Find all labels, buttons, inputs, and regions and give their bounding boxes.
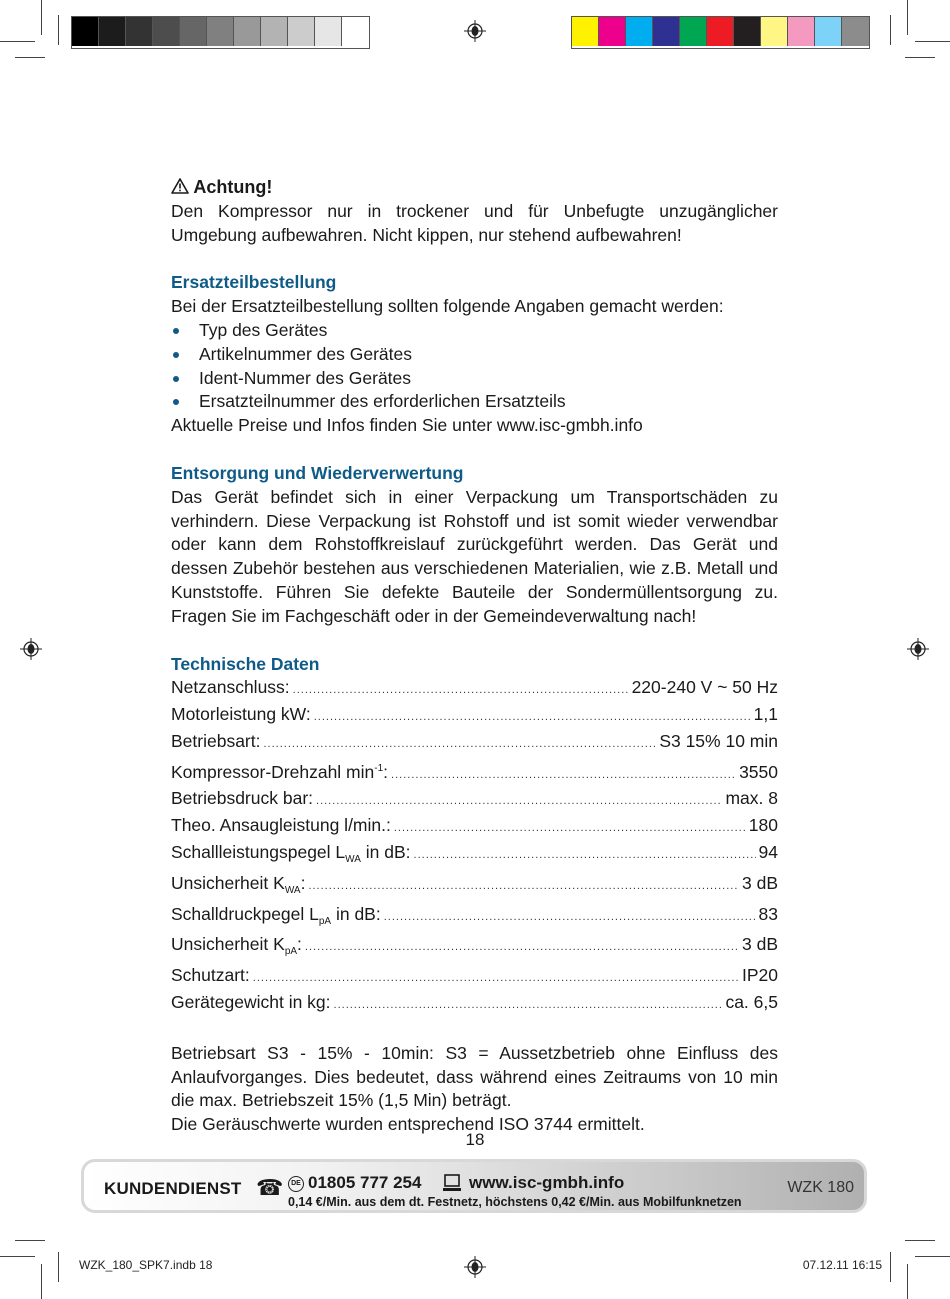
crop-mark [890,1252,891,1282]
table-row: Unsicherheit $K_{pA}$: ..... 3 dB [171,933,778,964]
service-website-link[interactable]: www.isc-gmbh.info [469,1173,625,1192]
table-row: Betriebsdruck bar: ..... max. 8 [171,787,778,814]
disposal-heading: Entsorgung und Wiederverwertung [171,462,464,483]
warning-triangle-icon [171,178,189,194]
crop-mark [915,41,950,42]
crop-mark [905,57,935,58]
table-row: Schutzart: ..... IP20 [171,964,778,991]
cmyk-color-bar [571,16,870,49]
table-row: Kompressor-Drehzahl $\min^{-1}$: ..... 3550 [171,757,778,788]
warning-title: Achtung! [193,177,273,197]
warning-heading [171,176,778,200]
table-row: Schallleistungspegel $L_{WA}$ in dB: ..... 94 [171,841,778,872]
crop-mark [15,1240,45,1241]
crop-mark [58,1252,59,1282]
crop-mark [0,1256,35,1257]
color-swatch [153,17,180,46]
color-swatch [815,17,842,46]
country-badge: DE [288,1176,304,1192]
color-swatch [126,17,153,46]
crop-mark [905,1240,935,1241]
color-swatch [288,17,315,46]
crop-mark [58,15,59,45]
service-label: KUNDENDIENST [104,1179,242,1198]
color-swatch [626,17,653,46]
spare-parts-heading: Ersatzteilbestellung [171,272,337,293]
color-swatch [315,17,342,46]
list-item: Ersatzteilnummer des erforderlichen Ersatzteils [171,390,778,414]
color-swatch [734,17,761,46]
table-row: Unsicherheit $K_{WA}$: ..... 3 dB [171,872,778,903]
color-swatch [342,17,369,46]
page-content [171,176,778,1137]
color-swatch [761,17,788,46]
crop-mark [907,0,908,35]
color-swatch [788,17,815,46]
warning-text: Den Kompressor nur in trockener und für Unbefugte unzugänglicher Umgebung aufbewahren. Nicht kippen, nur stehend aufbewahren! [171,200,778,245]
registration-mark-icon [464,1256,486,1278]
bullet-icon [173,376,179,382]
color-swatch [234,17,261,46]
color-swatch [99,17,126,46]
telephone-icon: ☎ [256,1175,284,1200]
color-swatch [842,17,869,46]
list-item: Ident-Nummer des Gerätes [171,367,778,391]
table-row: Motorleistung kW: ..... 1,1 [171,703,778,730]
color-swatch [572,17,599,46]
color-swatch [599,17,626,46]
table-row: Gerätegewicht in kg: ..... ca. 6,5 [171,991,778,1018]
color-swatch [680,17,707,46]
color-swatch [653,17,680,46]
color-swatch [261,17,288,46]
model-label: WZK 180 [787,1179,854,1196]
list-item: Typ des Gerätes [171,319,778,343]
crop-mark [0,41,35,42]
slug-filename: WZK_180_SPK7.indb 18 [79,1258,213,1272]
crop-mark [41,1264,42,1299]
spare-parts-list [171,319,778,414]
crop-mark [915,1256,950,1257]
service-phone[interactable]: 01805 777 254 [308,1173,422,1192]
table-row: Theo. Ansaugleistung l/min.: ..... 180 [171,814,778,841]
color-swatch [207,17,234,46]
crop-mark [15,57,45,58]
tech-data-table [171,676,778,1017]
registration-mark-icon [20,638,42,660]
color-swatch [180,17,207,46]
spare-parts-intro: Bei der Ersatzteilbestellung sollten folgende Angaben gemacht werden: [171,296,724,317]
operating-mode-note: Betriebsart S3 - 15% - 10min: S3 = Aussetzbetrieb ohne Einfluss des Anlaufvorganges. Dies bedeutet, dass während eines Zeitraums von 10 min die max. Betriebszeit 15% (1,5 Min) beträgt. [171,1042,778,1111]
table-row: Betriebsart: ..... S3 15% 10 min [171,730,778,757]
grayscale-color-bar [71,16,370,49]
registration-mark-icon [907,638,929,660]
customer-service-banner [81,1159,867,1213]
spare-parts-outro: Aktuelle Preise und Infos finden Sie unter www.isc-gmbh.info [171,415,643,436]
bullet-icon [173,399,179,405]
table-row: Schalldruckpegel $L_{pA}$ in dB: ..... 83 [171,903,778,934]
service-pricing: 0,14 €/Min. aus dem dt. Festnetz, höchstens 0,42 €/Min. aus Mobilfunknetzen [288,1195,742,1209]
bullet-icon [173,352,179,358]
bullet-icon [173,328,179,334]
registration-mark-icon [464,20,486,42]
tech-data-heading: Technische Daten [171,653,320,674]
table-row: Netzanschluss: ..... 220-240 V ~ 50 Hz [171,676,778,703]
noise-values-note: Die Geräuschwerte wurden entsprechend ISO 3744 ermittelt. [171,1114,645,1135]
computer-icon [442,1173,462,1193]
crop-mark [41,0,42,35]
disposal-text: Das Gerät befindet sich in einer Verpackung um Transportschäden zu verhindern. Diese Verpackung ist Rohstoff und ist somit wieder verwendbar oder kann dem Rohstoffkreislauf zurückgeführt werden. Das Gerät und dessen Zubehör bestehen aus verschiedenen Materialien, wie z.B. Metall und Kunststoffe. Führen Sie defekte Bauteile der Sondermüllentsorgung zu. Fragen Sie im Fachgeschäft oder in der Gemeindeverwaltung nach! [171,486,778,626]
crop-mark [907,1264,908,1299]
slug-timestamp: 07.12.11 16:15 [802,1258,882,1272]
color-swatch [72,17,99,46]
page-number: 18 [465,1130,485,1149]
list-item: Artikelnummer des Gerätes [171,343,778,367]
color-swatch [707,17,734,46]
crop-mark [890,15,891,45]
